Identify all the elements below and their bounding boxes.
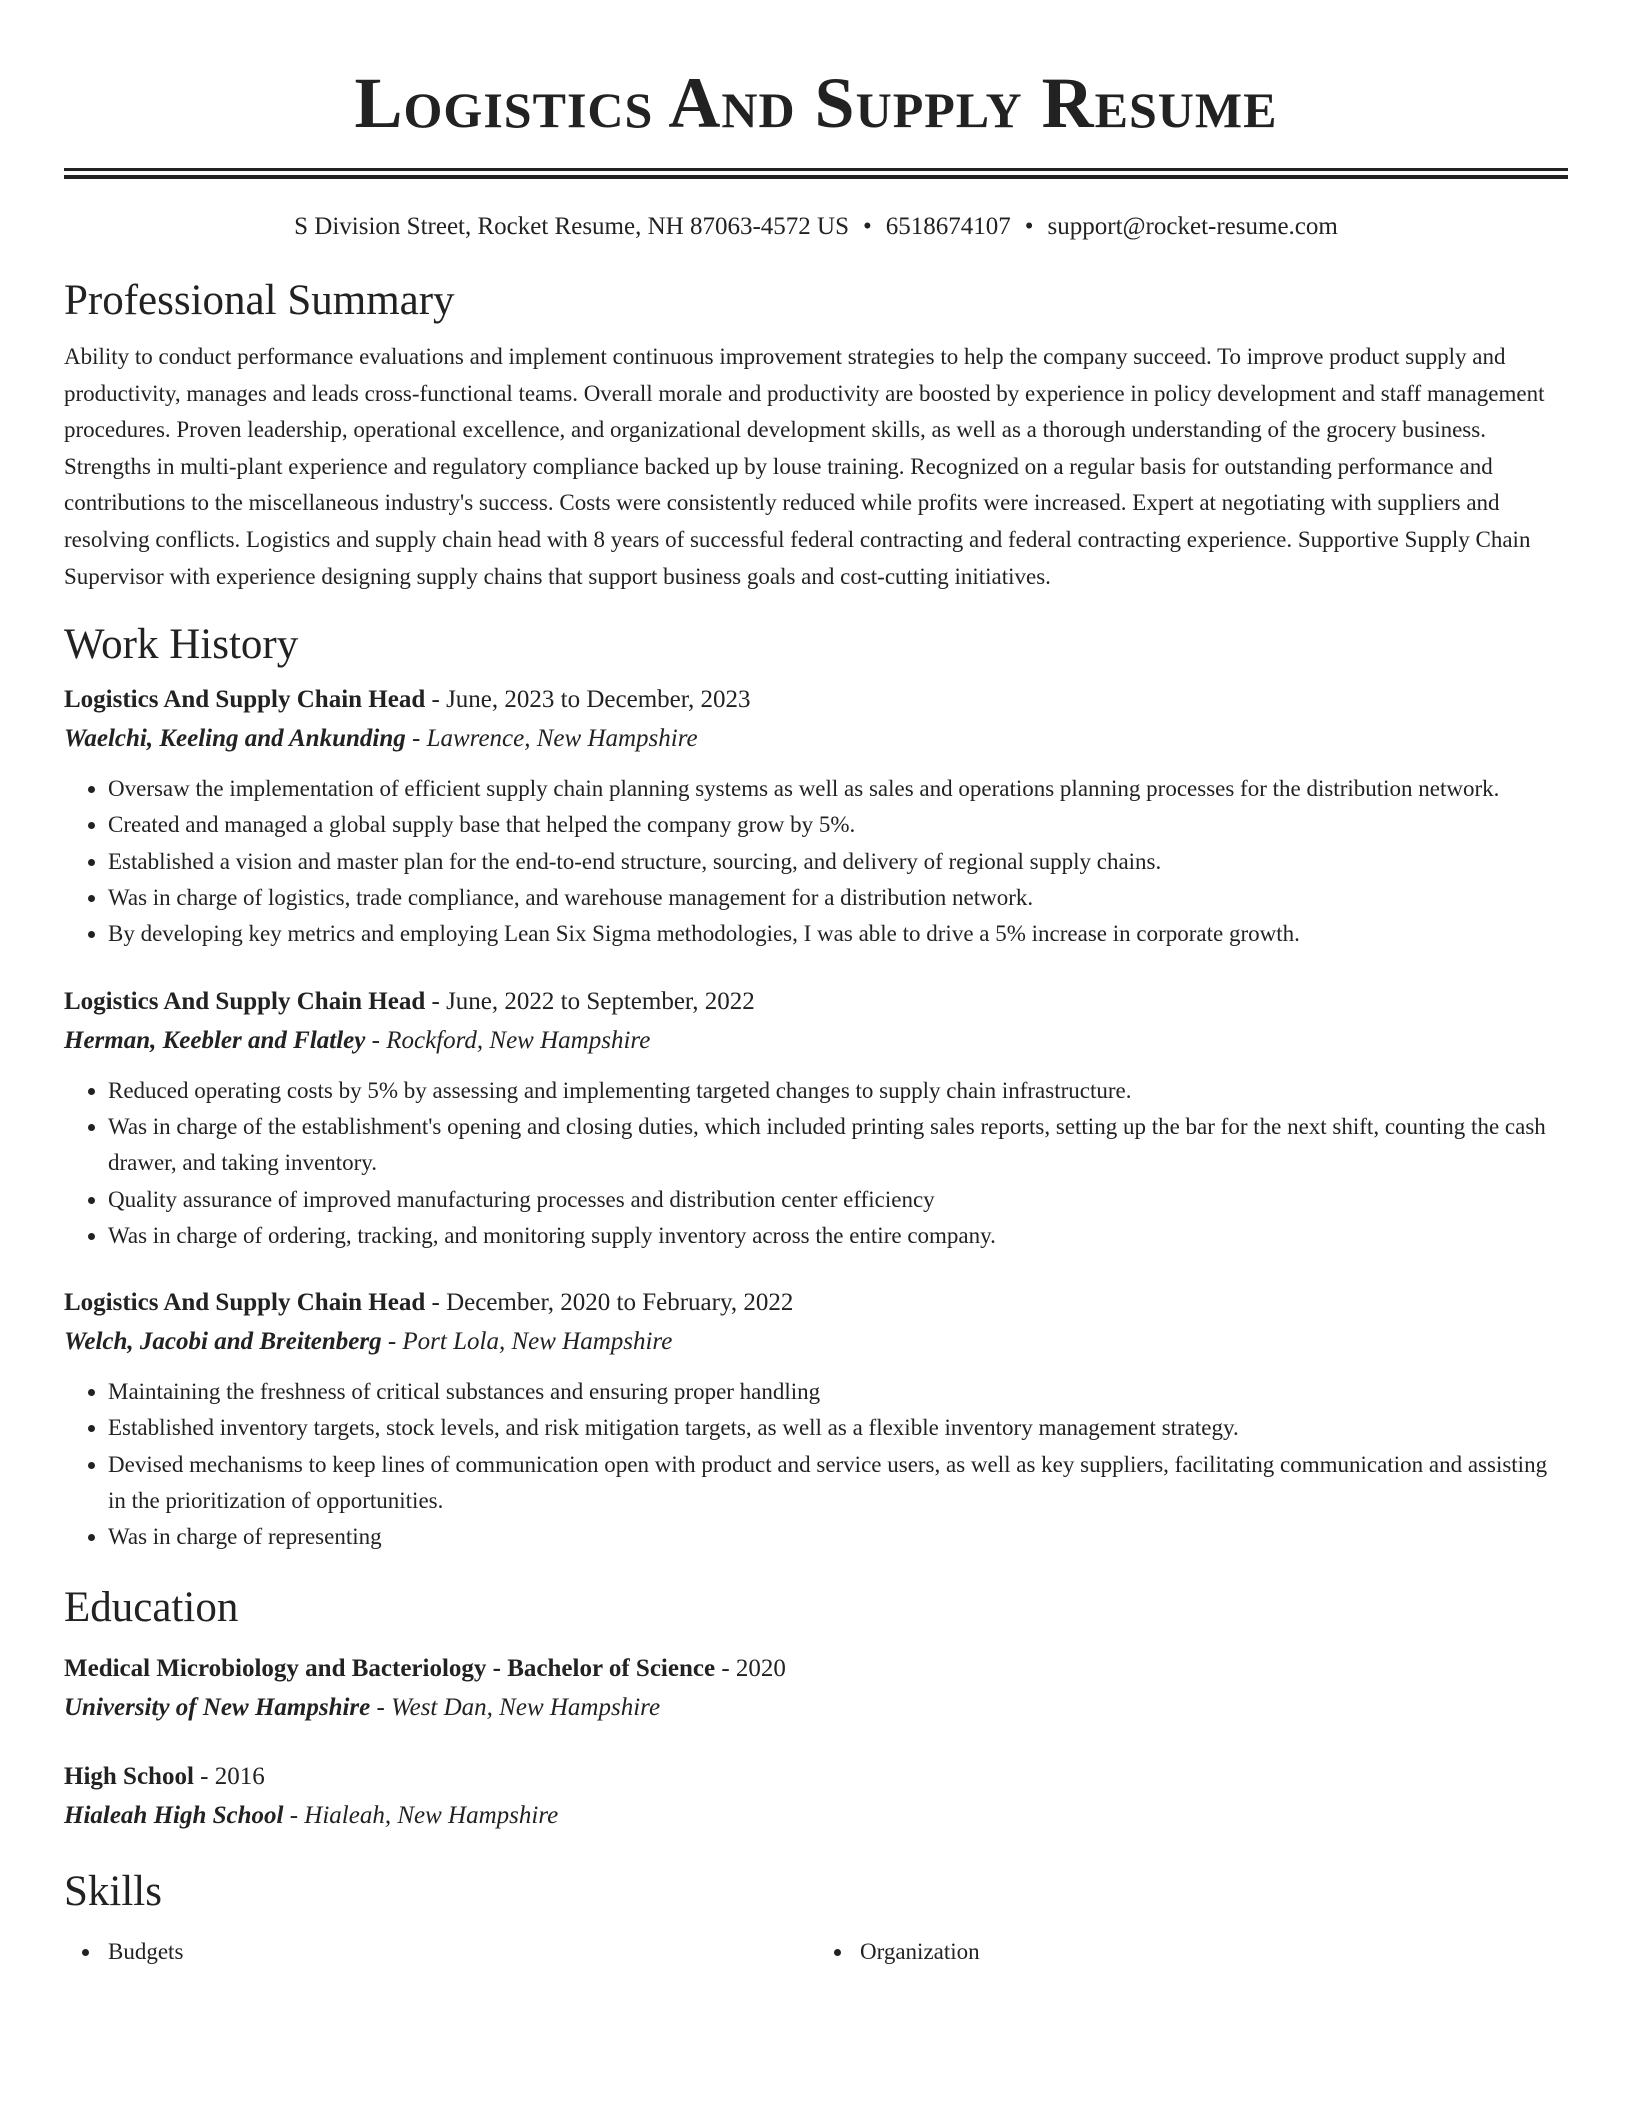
employer-line <box>64 1021 1568 1061</box>
job-title: Logistics And Supply Chain Head <box>64 686 426 714</box>
job-title: Logistics And Supply Chain Head <box>64 987 426 1015</box>
job-bullet: • Was in charge of the establishment's opening and closing duties, which included printing sales reports, setting up the bar for the next shift, counting the cash drawer, and taking inventory. <box>108 1109 1568 1182</box>
contact-email: support@rocket-resume.com <box>1047 213 1338 240</box>
degree-line <box>64 1650 1568 1688</box>
contact-separator: • <box>1024 213 1034 240</box>
school-location: - West Dan, New Hampshire <box>370 1693 661 1721</box>
summary-heading: Professional Summary <box>64 277 455 324</box>
degree-year: - 2016 <box>193 1762 265 1790</box>
employer-name: Waelchi, Keeling and Ankunding <box>64 725 406 753</box>
job-bullet: • Established inventory targets, stock levels, and risk mitigation targets, as well as a flexible inventory management strategy. <box>108 1410 1568 1446</box>
education-entry <box>64 1758 1568 1836</box>
job-title-line <box>64 1284 1568 1322</box>
skills-list <box>64 1934 1568 1970</box>
employer-line <box>64 1322 1568 1362</box>
employer-line <box>64 719 1568 759</box>
resume-title: Logistics And Supply Resume <box>354 63 1278 143</box>
skill-item: Organization <box>816 1934 1568 1970</box>
contact-separator: • <box>863 213 872 240</box>
work-history-heading: Work History <box>64 621 299 669</box>
job-dates: - June, 2023 to December, 2023 <box>425 686 751 714</box>
job-dates: - December, 2020 to February, 2022 <box>425 1289 794 1317</box>
school-line <box>64 1796 1568 1836</box>
employer-location: - Port Lola, New Hampshire <box>381 1328 673 1356</box>
job-bullet: • Oversaw the implementation of efficient supply chain planning systems as well as sales and operations planning processes for the distribution network. <box>108 771 1568 807</box>
skill-item: Budgets <box>64 1934 816 1970</box>
school-line <box>64 1688 1568 1728</box>
employer-name: Herman, Keebler and Flatley <box>64 1026 366 1054</box>
skills-heading: Skills <box>64 1867 162 1915</box>
title-double-rule <box>64 168 1568 179</box>
job-bullets <box>64 771 1568 952</box>
job-bullet: • Maintaining the freshness of critical substances and ensuring proper handling <box>108 1374 1568 1410</box>
job-entry <box>64 681 1568 952</box>
job-bullet: • Was in charge of logistics, trade compliance, and warehouse management for a distribution network. <box>108 880 1568 916</box>
job-bullet: • Established a vision and master plan for the end-to-end structure, sourcing, and delivery of regional supply chains. <box>108 844 1568 880</box>
job-entry <box>64 983 1568 1254</box>
job-title-line <box>64 681 1568 719</box>
job-bullets <box>64 1073 1568 1254</box>
education-entry <box>64 1650 1568 1728</box>
employer-location: - Lawrence, New Hampshire <box>405 725 698 753</box>
job-bullet: • Quality assurance of improved manufacturing processes and distribution center efficiency <box>108 1182 1568 1218</box>
education-heading: Education <box>64 1583 239 1631</box>
degree-name: Medical Microbiology and Bacteriology - Bachelor of Science <box>64 1654 716 1682</box>
contact-phone: 6518674107 <box>885 213 1011 240</box>
job-bullet: • Was in charge of ordering, tracking, and monitoring supply inventory across the entire company. <box>108 1218 1568 1254</box>
job-bullet: • By developing key metrics and employing Lean Six Sigma methodologies, I was able to drive a 5% increase in corporate growth. <box>108 916 1568 952</box>
contact-address: S Division Street, Rocket Resume, NH 87063-4572 US <box>294 213 849 240</box>
job-bullet: • Was in charge of representing <box>108 1519 1568 1555</box>
degree-year: - 2020 <box>715 1654 786 1682</box>
employer-name: Welch, Jacobi and Breitenberg <box>64 1328 382 1356</box>
contact-line <box>64 209 1568 245</box>
school-name: University of New Hampshire <box>64 1693 371 1721</box>
job-title-line <box>64 983 1568 1021</box>
degree-line <box>64 1758 1568 1796</box>
degree-name: High School <box>64 1762 194 1790</box>
employer-location: - Rockford, New Hampshire <box>365 1026 651 1054</box>
job-title: Logistics And Supply Chain Head <box>64 1289 426 1317</box>
job-bullet: • Reduced operating costs by 5% by assessing and implementing targeted changes to supply chain infrastructure. <box>108 1073 1568 1109</box>
job-bullets <box>64 1374 1568 1555</box>
school-location: - Hialeah, New Hampshire <box>283 1801 559 1829</box>
summary-text: Ability to conduct performance evaluations and implement continuous improvement strategies to help the company succeed. To improve product supply and productivity, manages and leads cross-functional teams. Overall morale and productivity are boosted by experience in policy development and staff management procedures. Proven leadership, operational excellence, and organizational development skills, as well as a thorough understanding of the grocery business. Strengths in multi-plant experience and regulatory compliance backed up by louse training. Recognized on a regular basis for outstanding performance and contributions to the miscellaneous industry's success. Costs were consistently reduced while profits were increased. Expert at negotiating with suppliers and resolving conflicts. Logistics and supply chain head with 8 years of successful federal contracting and federal contracting experience. Supportive Supply Chain Supervisor with experience designing supply chains that support business goals and cost-cutting initiatives. <box>64 344 1545 589</box>
job-dates: - June, 2022 to September, 2022 <box>425 987 755 1015</box>
job-entry <box>64 1284 1568 1555</box>
job-bullet: • Created and managed a global supply base that helped the company grow by 5%. <box>108 807 1568 843</box>
school-name: Hialeah High School <box>64 1801 284 1829</box>
job-bullet: • Devised mechanisms to keep lines of communication open with product and service users, as well as key suppliers, facilitating communication and assisting in the prioritization of opportunities. <box>108 1447 1568 1520</box>
